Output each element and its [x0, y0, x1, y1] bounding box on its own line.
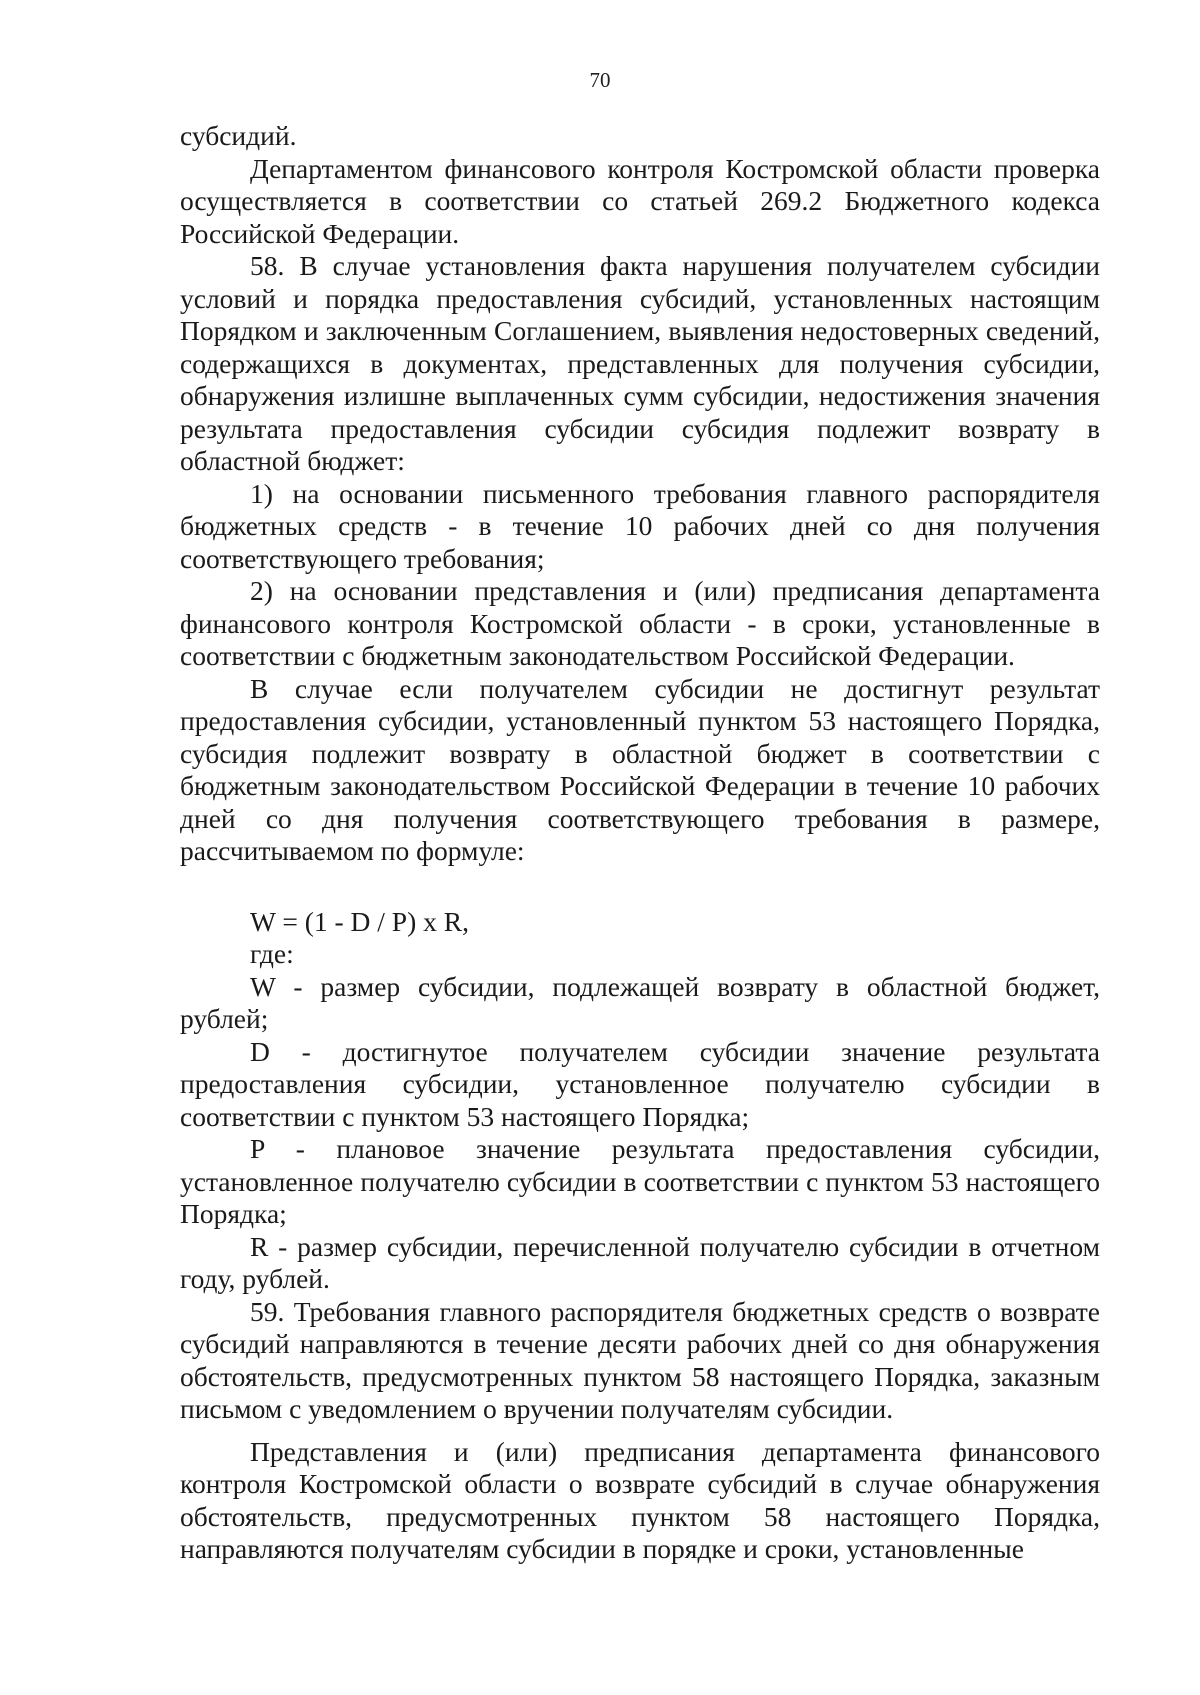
- definition-p: P - плановое значение результата предоставления субсидии, установленное получателю субсидии в соответствии с пунктом 53 настоящего Порядка;: [180, 1133, 1100, 1229]
- list-item-2: 2) на основании представления и (или) предписания департамента финансового контроля Костромской области - в сроки, установленные в соответствии с бюджетным законодательством Российской Федерации.: [180, 575, 1100, 671]
- paragraph-58: 58. В случае установления факта нарушения получателем субсидии условий и порядка предоставления субсидий, установленных настоящим Порядком и заключенным Соглашением, выявления недостоверных сведений, содержащихся в документах, представленных для получения субсидии, обнаружения излишне выплаченных сумм субсидии, недостижения значения результата предоставления субсидии субсидия подлежит возврату в областной бюджет:: [180, 250, 1100, 476]
- paragraph-representations: Представления и (или) предписания департамента финансового контроля Костромской области о возврате субсидий в случае обнаружения обстоятельств, предусмотренных пунктом 58 настоящего Порядка, направляются получателям субсидии в порядке и сроки, установленные: [180, 1435, 1100, 1564]
- paragraph-financial-control: Департаментом финансового контроля Костромской области проверка осуществляется в соответствии со статьей 269.2 Бюджетного кодекса Российской Федерации.: [180, 152, 1100, 249]
- document-body: [180, 120, 1100, 1566]
- paragraph-result-not-achieved: В случае если получателем субсидии не достигнут результат предоставления субсидии, установленный пунктом 53 настоящего Порядка, субсидия подлежит возврату в областной бюджет в соответствии с бюджетным законодательством Российской Федерации в течение 10 рабочих дней со дня получения соответствующего требования в размере, рассчитываемом по формуле:: [180, 672, 1100, 866]
- formula: W = (1 - D / P) x R,: [250, 905, 469, 937]
- definition-r: R - размер субсидии, перечисленной получателю субсидии в отчетном году, рублей.: [180, 1230, 1100, 1294]
- definition-d: D - достигнутое получателем субсидии значение результата предоставления субсидии, установленное получателю субсидии в соответствии с пунктом 53 настоящего Порядка;: [180, 1035, 1100, 1132]
- paragraph-59: 59. Требования главного распорядителя бюджетных средств о возврате субсидий направляются в течение десяти рабочих дней со дня обнаружения обстоятельств, предусмотренных пунктом 58 настоящего Порядка, заказным письмом с уведомлением о вручении получателям субсидии.: [180, 1295, 1100, 1424]
- formula-where: где:: [250, 938, 294, 969]
- list-item-1: 1) на основании письменного требования главного распорядителя бюджетных средств - в течение 10 рабочих дней со дня получения соответствующего требования;: [180, 477, 1100, 574]
- definition-w: W - размер субсидии, подлежащей возврату в областной бюджет, рублей;: [180, 970, 1100, 1034]
- paragraph-continuation: субсидий.: [180, 120, 297, 151]
- page-number: 70: [589, 68, 611, 92]
